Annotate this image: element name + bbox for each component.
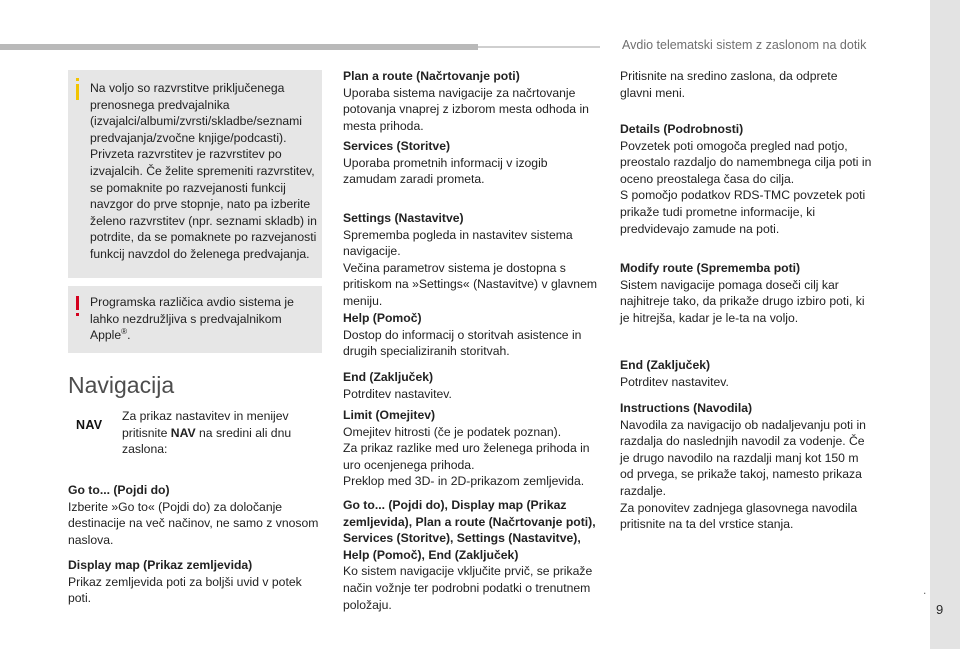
item-details-text: Povzetek poti omogoča pregled nad potjo, preostalo razdaljo do namembnega cilja poti in oceno preostalega časa do cilja. S pomočjo podatkov RDS-TMC povzetek poti prikaže tudi prometne informacije, ki predvidevajo zamude na poti. [620,138,872,236]
warning-note [68,286,322,353]
nav-intro-bold: NAV [170,425,196,440]
item-goto-text: Izberite »Go to« (Pojdi do) za določanje destinacije na več načinov, ne samo z vnosom naslova. [68,499,319,547]
item-display-map-heading: Display map (Prikaz zemljevida) [68,558,253,572]
item-modify-route [620,260,872,326]
nav-intro-post: na sredini ali dnu zaslona: [122,425,292,457]
item-settings [343,210,597,310]
item-help [343,310,597,360]
nav-intro-pre: Za prikaz nastavitev in menijev pritisnite [122,409,289,440]
item-plan-route [343,68,597,134]
warning-text: Programska različica avdio sistema je lahko nezdružljiva s predvajalnikom Apple [90,295,294,343]
item-display-map-text: Prikaz zemljevida poti za boljši uvid v potek poti. [68,574,302,606]
item-modify-route-text: Sistem navigacije pomaga doseči cilj kar najhitreje tako, da prikaže drugo izbiro poti, ki je hitrejša, kadar je le-ta na voljo. [620,277,865,325]
section-title: Navigacija [68,372,175,398]
item-services-text: Uporaba prometnih informacij v izogib zamudam zaradi prometa. [343,155,548,187]
item-plan-route-heading: Plan a route (Načrtovanje poti) [343,69,520,83]
item-services-heading: Services (Storitve) [343,139,451,153]
item-end-1-text: Potrditev nastavitev. [343,386,452,401]
header-title: Avdio telematski sistem z zaslonom na dotik [622,38,867,52]
item-end-1 [343,369,597,402]
item-instructions [620,400,872,533]
item-end-2-heading: End (Zaključek) [620,358,711,372]
registered-mark: ® [121,327,128,337]
header-bar [0,44,478,50]
info-icon [76,84,79,100]
item-settings-text: Sprememba pogleda in nastavitev sistema navigacije. Večina parametrov sistema je dostopna s pritiskom na »Settings« (Nastavitve) v glavnem meniju. [343,227,598,308]
header-rule [478,46,600,48]
item-goto-heading: Go to... (Pojdi do) [68,483,170,497]
item-services [343,138,597,188]
item-limit-heading: Limit (Omejitev) [343,408,436,422]
warning-note-text [90,294,318,344]
side-tab [930,0,960,649]
item-limit-text: Omejitev hitrosti (če je podatek poznan). Za prikaz razlike med uro želenega prihoda in uro ocenjenega prihoda. Preklop med 3D- in 2D-prikazom zemljevida. [343,424,590,489]
item-press-center-text: Pritisnite na sredino zaslona, da odprete glavni meni. [620,69,838,100]
item-end-2 [620,357,872,390]
item-help-heading: Help (Pomoč) [343,311,422,325]
item-settings-heading: Settings (Nastavitve) [343,211,464,225]
item-plan-route-text: Uporaba sistema navigacije za načrtovanje potovanja vnaprej z izborom mesta odhoda in mesta prihoda. [343,85,589,133]
item-instructions-heading: Instructions (Navodila) [620,401,753,415]
item-help-text: Dostop do informacij o storitvah asistence in drugih specializiranih storitvah. [343,327,582,359]
warning-end: . [127,328,131,343]
item-combo [343,497,599,613]
item-display-map [68,557,322,607]
item-combo-text: Ko sistem navigacije vključite prvič, se prikaže način vožnje ter podrobni podatki o trenutnem položaju. [343,564,593,612]
info-note-text: Na voljo so razvrstitve priključenega prenosnega predvajalnika (izvajalci/albumi/zvrsti/skladbe/seznami predvajanja/zvočne knjige/podcasti). Privzeta razvrstitev je razvrstitev po izvajalcih. Če želite spremeniti razvrstitev, se pomaknite po razvejanosti funkcij navzgor do prve stopnje, nato pa izberite želeno razvrstitev (npr. seznami skladb) in potrdite, da se pomaknete po razvejanosti funkcij navzdol do želenega predvajanja. [90,81,317,261]
item-press-center [620,68,872,101]
item-instructions-text: Navodila za navigacijo ob nadaljevanju poti in razdalja do naslednjih navodil za vodenje. Če je drugo navodilo na razdalji manj kot 150 m od prvega, se prikaže takoj, namesto prikaza razdalje. Za ponovitev zadnjega glasovnega navodila pritisnite na ta del vrstice stanja. [620,417,866,532]
warning-icon [76,296,79,310]
nav-label: NAV [76,418,103,432]
item-end-1-heading: End (Zaključek) [343,370,434,384]
item-modify-route-heading: Modify route (Sprememba poti) [620,261,801,275]
item-details-heading: Details (Podrobnosti) [620,122,744,136]
item-goto [68,482,322,548]
info-note [68,70,322,278]
nav-intro [122,408,312,458]
item-details [620,121,872,237]
page-number: 9 [936,602,944,617]
item-limit [343,407,597,490]
page-dots: . [923,583,927,597]
item-combo-heading: Go to... (Pojdi do), Display map (Prikaz zemljevida), Plan a route (Načrtovanje poti), Services (Storitve), Settings (Nastavitve), Help (Pomoč), End (Zaključek) [343,498,596,562]
item-end-2-text: Potrditev nastavitev. [620,374,729,389]
